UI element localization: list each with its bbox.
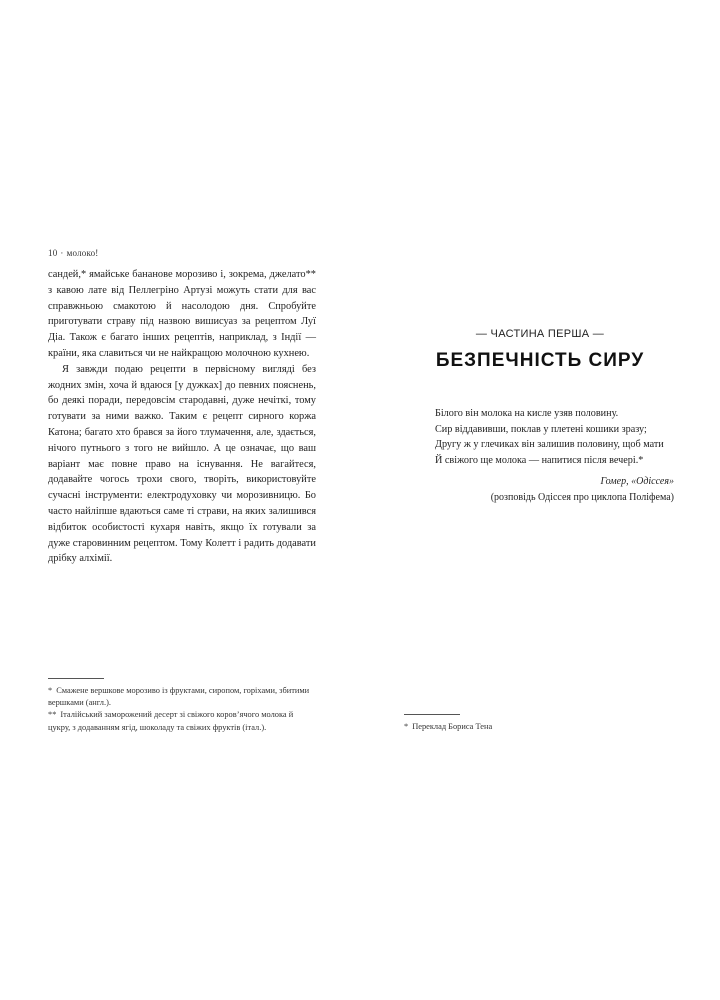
footnote [48,685,316,709]
paragraph: сандей,* ямайське бананове морозиво і, зокрема, джелато** з кавою лате від Пеллегріно Артузі можуть стати для вас справжньою смакотою й насолодою дня. Спробуйте приготувати страву під назвою вишисуаз за рецептом Луї Діа. Також є багато інших рецептів, наприклад, з Індії — країни, яка славиться чи не найкращою молочною кухнею. [48,269,316,359]
footnote-text: Італійський заморожений десерт зі свіжого коров’ячого молока й цукру, з додаванням ягід, шоколаду та свіжих фруктів (італ.). [48,710,294,732]
footnotes-left [48,678,316,734]
footnotes-right [404,714,664,733]
paragraph: Я завжди подаю рецепти в первісному вигляді без жодних змін, хоча й вдаюся [у дужках] до певних пояснень, бо деякі поради, передовсім стародавні, дуже нечіткі, тому готувати за ними важко. Таким є рецепт сирного коржа Катона; багато хто брався за його тлумачення, але, здається, нічого путнього з того не вийшло. А це означає, що ваш варіант має повне право на існування. Не вагайтеся, додавайте чогось трохи свого, творіть, використовуйте сучасні інструменти: електродуховку чи морозивницю. Бо часто найліпше вдаються саме ті страви, на яких залишився відбиток особистості кухаря навіть, якщо їх готували за дуже старовинним рецептом. Тому Колетт і радить додавати дрібку алхімії. [48,363,316,565]
chapter-title: БЕЗПЕЧНІСТЬ СИРУ [435,350,645,371]
poem-line: Сир віддавивши, поклав у плетені кошики зразу; [435,423,647,435]
footnote-text: Смажене вершкове морозиво із фруктами, сиропом, горіхами, збитими вершками (англ.). [48,686,310,708]
footnote-rule [48,678,104,679]
body-text [48,267,316,567]
running-header [48,248,99,258]
attribution-note: (розповідь Одіссея про циклопа Поліфема) [490,492,674,503]
page-number: 10 [48,248,58,258]
attribution-author: Гомер, «Одіссея» [600,476,674,487]
poem-line: Другу ж у глечиках він залишив половину, щоб мати [435,439,664,451]
part-label: — ЧАСТИНА ПЕРША — [475,328,605,340]
footnote-text: Переклад Бориса Тена [412,722,493,731]
footnote-mark: ** [48,710,57,720]
epigraph-poem [435,406,685,468]
poem-line: Й свіжого ще молока — напитися після вечері.* [435,454,644,466]
epigraph-attribution [491,474,674,506]
footnote-mark: * [48,686,53,695]
running-title: молоко! [66,248,99,258]
poem-line: Білого він молока на кисле узяв половину. [435,408,619,419]
footnote-rule [404,714,460,715]
footnote [48,709,316,733]
footnote [404,721,664,733]
footnote-mark: * [404,722,409,731]
header-separator: · [60,248,64,258]
